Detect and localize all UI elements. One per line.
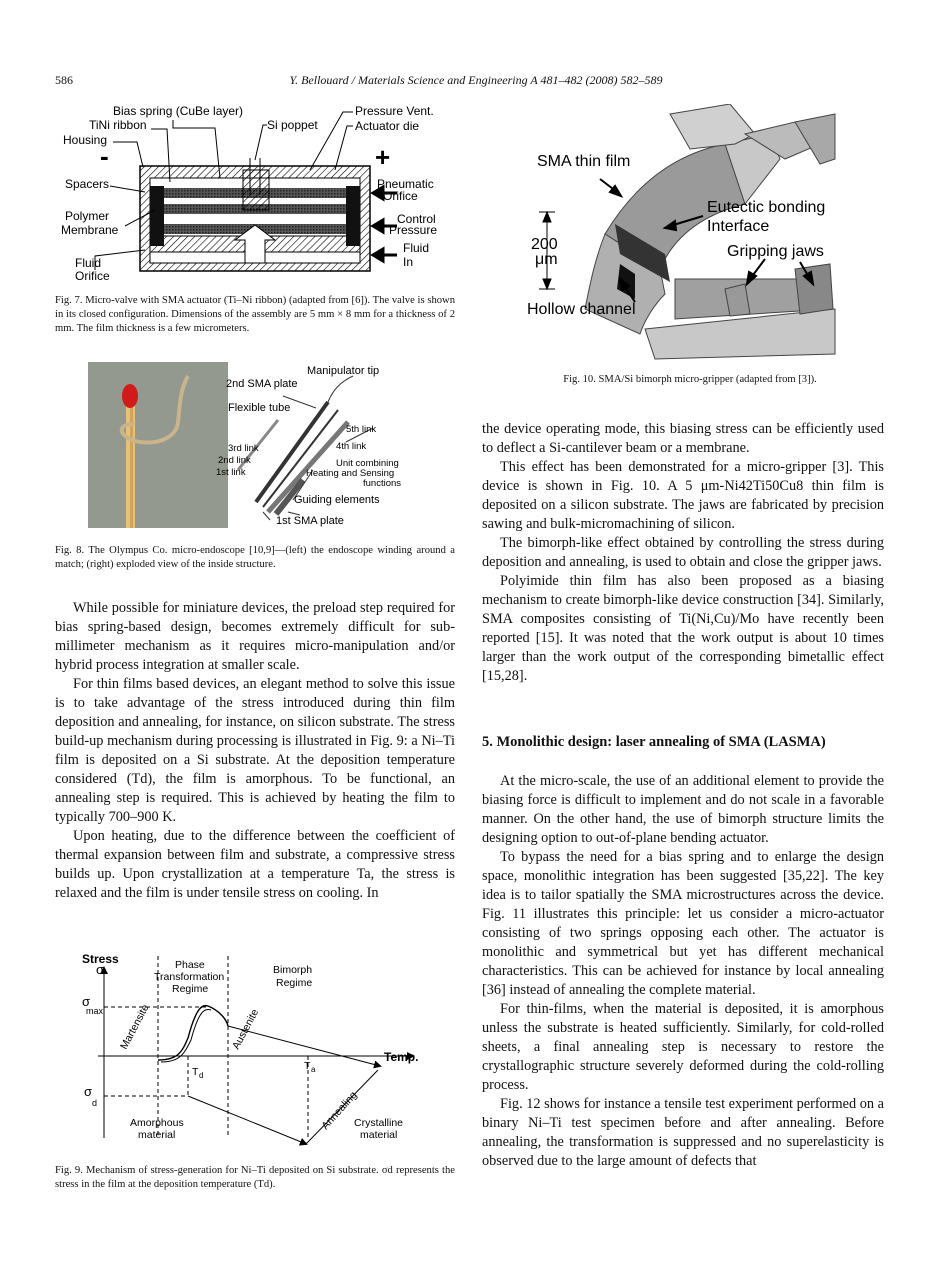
fig8-label-link1: 1st link [216, 467, 246, 478]
fig7-caption: Fig. 7. Micro-valve with SMA actuator (Ti–Ni ribbon) (adapted from [6]). The valve is shown in its closed configuration. Dimensions of the assembly are 5 mm × 8 mm for a thickness of 2 mm. The film thickness is a few micrometers. [55, 295, 455, 334]
page-number: 586 [55, 73, 73, 87]
fig9-label-ta: T [304, 1060, 311, 1072]
fig7-label-si-poppet: Si poppet [267, 118, 318, 132]
right-column-text-top [482, 420, 884, 686]
fig7-label-bias-spring: Bias spring (CuBe layer) [113, 104, 244, 118]
fig9-label-ta-sub: a [311, 1065, 316, 1074]
fig8-caption: Fig. 8. The Olympus Co. micro-endoscope [10,9]—(left) the endoscope winding around a match; (right) exploded view of the inside structure. [55, 545, 455, 570]
right-paragraph-3: The bimorph-like effect obtained by controlling the stress during deposition and annealing, is used to obtain and close the gripper jaws. [482, 535, 884, 570]
fig7-label-plus: + [375, 142, 391, 172]
fig9-label-sigma-max: σ [82, 994, 91, 1009]
fig9-label-amorphous1: Amorphous [130, 1117, 184, 1129]
fig10-label-dim2: μm [535, 251, 558, 268]
fig8-label-link2: 2nd link [218, 455, 251, 466]
fig8-label-unit1: Unit combining [336, 458, 399, 469]
fig9-label-bimorph2: Regime [276, 977, 313, 989]
right-paragraph-7: For thin-films, when the material is deposited, it is amorphous unless the substrate is heated sufficiently. Similarly, for cold-rolled sheets, a final annealing step is necessary to restore the crystallographic structure severely deformed during the cold-rolling process. [482, 1001, 884, 1093]
fig10-caption: Fig. 10. SMA/Si bimorph micro-gripper (adapted from [3]). [563, 374, 817, 385]
fig9-label-temp: Temp. [384, 1050, 419, 1064]
fig9-label-annealing: Annealing [319, 1089, 360, 1133]
fig9-caption: Fig. 9. Mechanism of stress-generation for Ni–Ti deposited on Si substrate. σd represents the stress in the film at the deposition temperature (Td). [55, 1165, 455, 1190]
fig9-label-td: T [192, 1066, 199, 1078]
fig7-label-spacers: Spacers [65, 177, 110, 191]
fig10-label-hollow: Hollow channel [527, 301, 636, 318]
right-paragraph-1: the device operating mode, this biasing stress can be efficiently used to deflect a Si-cantilever beam or a membrane. [482, 421, 884, 456]
fig7-label-pressure: Pressure [389, 223, 438, 237]
fig8-label-link5: 5th link [346, 424, 377, 435]
section-heading-5: 5. Monolithic design: laser annealing of SMA (LASMA) [482, 734, 826, 750]
fig10-label-eutectic2: Interface [707, 218, 770, 235]
fig8-label-unit2: Heating and Sensing [306, 468, 395, 479]
fig9-label-stress: Stress [82, 952, 119, 966]
fig7-label-minus: - [100, 141, 109, 171]
right-paragraph-5: At the micro-scale, the use of an additional element to provide the biasing force is difficult to implement and do not scale in a favorable manner. On the other hand, the use of bimorph structure limits the designing option to out-of-plane bending actuator. [482, 773, 884, 846]
fig7-label-fluid: Fluid [75, 256, 102, 270]
fig9-label-crystalline1: Crystalline [354, 1117, 404, 1129]
fig8-label-link4: 4th link [336, 441, 367, 452]
fig8-label-link3: 3rd link [228, 443, 259, 454]
left-column-text [55, 599, 455, 903]
fig9-label-phase3: Regime [172, 983, 209, 995]
fig9-label-bimorph1: Bimorph [273, 964, 313, 976]
fig10-label-gripping: Gripping jaws [727, 243, 824, 260]
fig8-label-manipulator-tip: Manipulator tip [307, 365, 380, 377]
figure-7 [55, 100, 455, 288]
fig7-label-housing: Housing [63, 133, 108, 147]
fig9-label-sigma-d: σ [84, 1084, 93, 1099]
fig9-label-d: d [92, 1098, 98, 1108]
left-paragraph-2: For thin films based devices, an elegant method to solve this issue is to take advantage of the stress introduced during thin film deposition and annealing, for instance, on silicon substrate. The stress build-up mechanism during processing is illustrated in Fig. 9: a Ni–Ti film is deposited on a Si substrate. At the deposition temperature considered (Td), the film is amorphous. To be functional, an annealing step is required. This is achieved by heating the film to typically 700–900 K. [55, 676, 455, 825]
fig8-label-sma-plate2: 2nd SMA plate [226, 378, 298, 390]
fig8-label-unit3: functions [363, 478, 402, 489]
fig7-label-actuator-die: Actuator die [355, 119, 420, 133]
right-paragraph-4: Polyimide thin film has also been proposed as a biasing mechanism to create bimorph-like device construction [34]. Similarly, SMA composites consisting of Ti(Ni,Cu)/Mo have recently been reported [15]. It was noted that the work output is about 10 times larger than the work output of the corresponding bimetallic effect [15,28]. [482, 573, 884, 684]
left-paragraph-3: Upon heating, due to the difference between the coefficient of thermal expansion between film and substrate, a compressive stress builds up. Upon crystallization at a temperature Ta, the stress is relaxed and the film is under tensile stress on cooling. In [55, 828, 455, 901]
figure-10 [495, 104, 885, 364]
fig10-label-sma-thin-film: SMA thin film [537, 153, 631, 170]
fig7-label-polymer: Polymer [65, 209, 110, 223]
fig10-label-eutectic1: Eutectic bonding [707, 199, 826, 216]
fig8-label-flexible-tube: Flexible tube [228, 402, 291, 414]
fig9-label-amorphous2: material [138, 1129, 176, 1141]
fig9-label-martensite: Martensite [118, 1002, 152, 1052]
right-paragraph-2: This effect has been demonstrated for a micro-gripper [3]. This device is shown in Fig. 10. A 5 μm-Ni42Ti50Cu8 thin film is deposited on a silicon substrate. The jaws are fabricated by precision sawing and bulk-micromachining of silicon. [482, 459, 884, 532]
fig7-label-pneumatic: Pneumatic [377, 177, 434, 191]
fig7-label-fluid-in1: Fluid [403, 241, 430, 255]
fig9-label-max: max [86, 1006, 104, 1016]
fig7-label-orifice: Orifice [75, 269, 110, 283]
fig9-label-austenite: Austenite [230, 1007, 262, 1052]
fig9-label-phase2: Transformation [154, 971, 225, 983]
fig7-label-membrane: Membrane [61, 223, 119, 237]
fig7-label-orifice2: Orifice [383, 189, 418, 203]
right-paragraph-8: Fig. 12 shows for instance a tensile test experiment performed on a binary Ni–Ti test specimen before and after annealing. Before annealing, the transformation is suppressed and no superelasticity is observed due to the large amount of defects that [482, 1096, 884, 1169]
fig8-label-guiding: Guiding elements [294, 494, 380, 506]
fig9-label-td-sub: d [199, 1071, 204, 1080]
figure-8 [88, 362, 408, 532]
fig7-label-fluid-in2: In [403, 255, 414, 269]
figure-9 [78, 948, 438, 1148]
running-header: Y. Bellouard / Materials Science and Engineering A 481–482 (2008) 582–589 [289, 73, 663, 87]
fig10-label-dim1: 200 [531, 236, 558, 253]
right-paragraph-6: To bypass the need for a bias spring and to enlarge the design space, monolithic integration has been suggested [35,22]. The key idea is to tailor spatially the SMA microstructures across the device. Fig. 11 illustrates this principle: let us consider a micro-actuator consisting of two springs opposing each other. The actuator is monolithic and symmetrical but yet has different mechanical characteristics. This can be achieved for instance by local annealing [36] instead of annealing the complete material. [482, 849, 884, 998]
fig8-label-sma-plate1: 1st SMA plate [276, 515, 344, 527]
fig7-label-pressure-vent: Pressure Vent. [355, 104, 434, 118]
right-column-text-bottom [482, 772, 884, 1171]
fig9-label-sigma: σ [96, 962, 105, 977]
fig9-label-phase1: Phase [175, 959, 205, 971]
left-paragraph-1: While possible for miniature devices, the preload step required for bias spring-based design, becomes extremely difficult for sub-millimeter mechanism as it requires micro-manipulation and/or hybrid process integration at smaller scale. [55, 600, 455, 673]
fig7-label-tini-ribbon: TiNi ribbon [89, 118, 147, 132]
fig9-label-crystalline2: material [360, 1129, 398, 1141]
fig7-label-control: Control [397, 212, 436, 226]
